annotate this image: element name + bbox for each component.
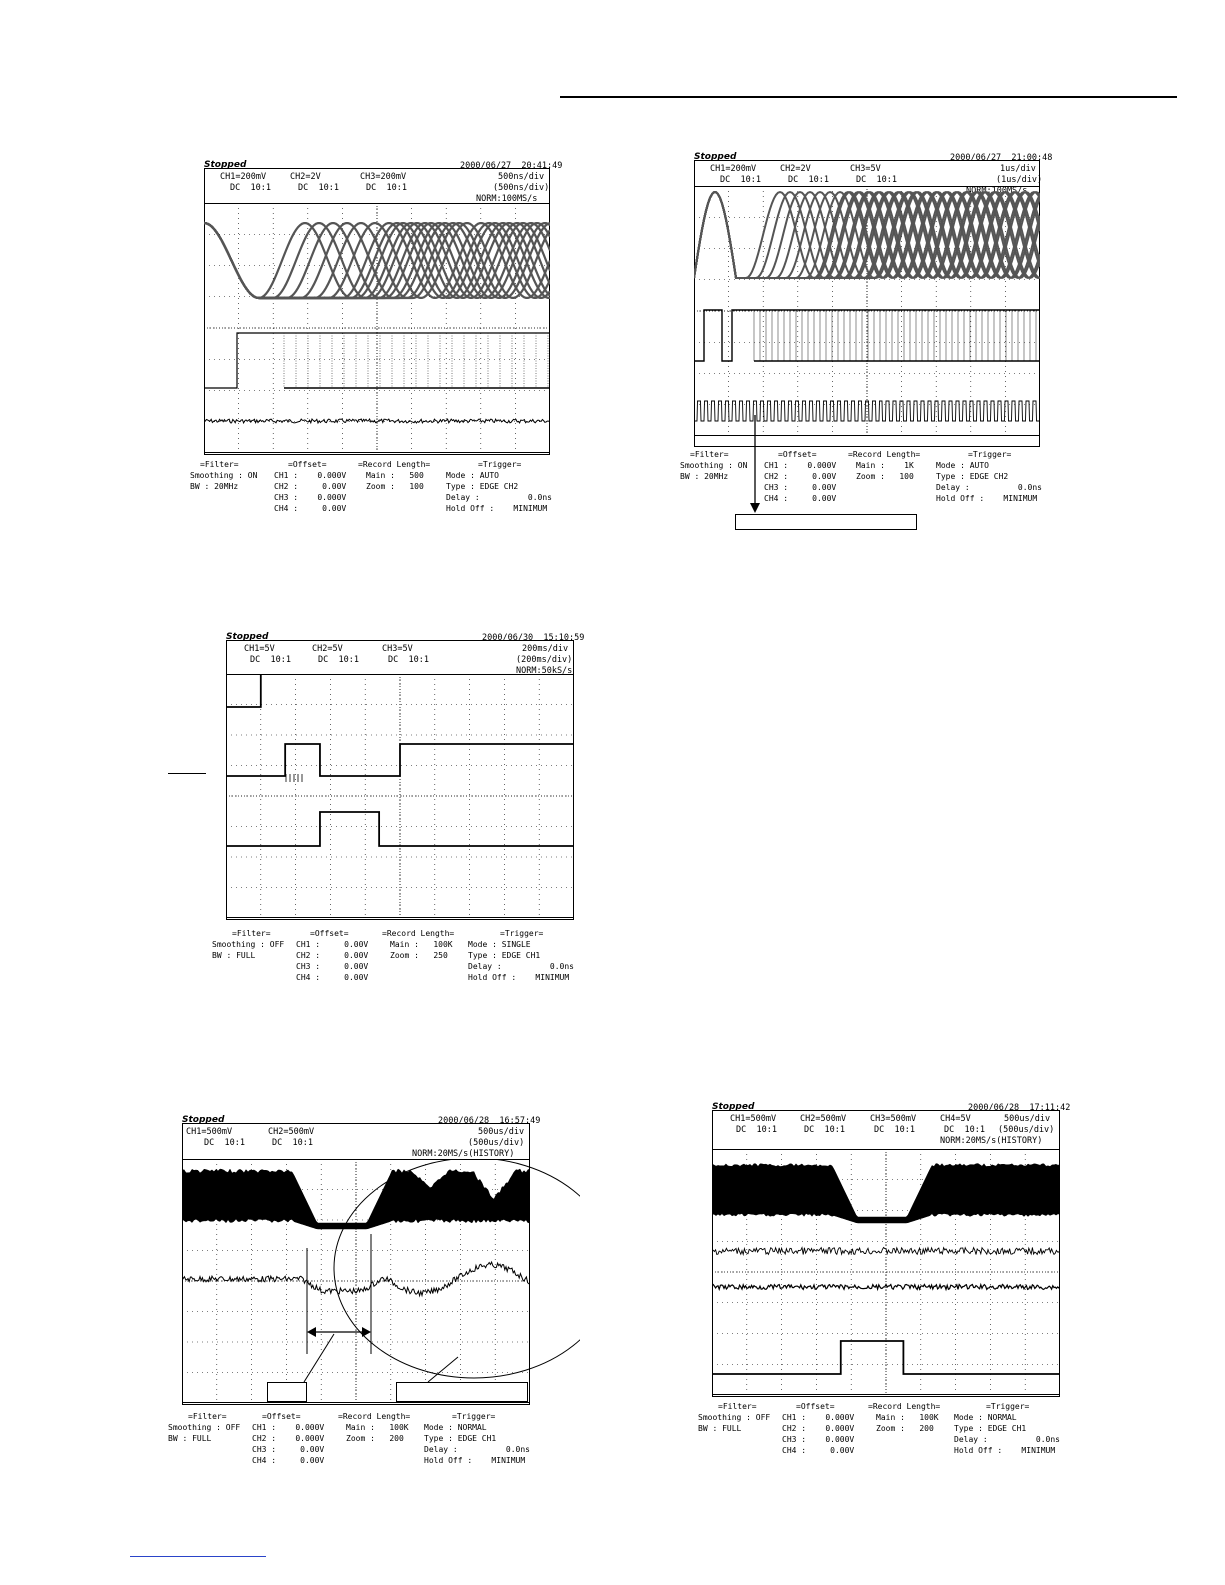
record-main: Main : 1K bbox=[856, 461, 914, 470]
ch2-trace bbox=[226, 744, 574, 776]
timebase: 1us/div bbox=[1000, 164, 1036, 174]
filter-title: =Filter= bbox=[200, 460, 239, 469]
filter-title: =Filter= bbox=[232, 929, 271, 938]
ch3-coupling: DC 10:1 bbox=[366, 183, 407, 193]
bandwidth-value: BW : 20MHz bbox=[680, 472, 729, 481]
ch2-scale: CH2=2V bbox=[780, 164, 811, 174]
trigger-mode: Mode : AUTO bbox=[936, 461, 989, 470]
trigger-holdoff: Hold Off : MINIMUM bbox=[936, 494, 1038, 503]
scope-capture-c bbox=[210, 630, 585, 990]
scope-capture-e bbox=[696, 1100, 1071, 1460]
offset-ch3: CH3 : 0.000V bbox=[274, 493, 347, 502]
filter-title: =Filter= bbox=[690, 450, 729, 459]
record-zoom: Zoom : 200 bbox=[876, 1424, 934, 1433]
ch3-scale: CH3=5V bbox=[382, 644, 413, 654]
ch2-coupling: DC 10:1 bbox=[788, 175, 829, 185]
ch3-scale: CH3=500mV bbox=[870, 1114, 917, 1124]
waveform-plot bbox=[204, 203, 550, 453]
sample-rate: NORM:20MS/s(HISTORY) bbox=[412, 1149, 515, 1159]
ch2-scale: CH2=500mV bbox=[800, 1114, 847, 1124]
smoothing-value: Smoothing : ON bbox=[680, 461, 748, 470]
trigger-title: =Trigger= bbox=[968, 450, 1012, 459]
timestamp: 2000/06/28 17:11:42 bbox=[968, 1103, 1071, 1113]
record-title: =Record Length= bbox=[358, 460, 431, 469]
footnote-link[interactable] bbox=[130, 1555, 266, 1557]
waveform-plot bbox=[712, 1149, 1060, 1395]
sample-rate: NORM:100MS/s bbox=[966, 186, 1028, 196]
record-title: =Record Length= bbox=[338, 1412, 411, 1421]
trigger-holdoff: Hold Off : MINIMUM bbox=[424, 1456, 526, 1465]
bandwidth-value: BW : FULL bbox=[212, 951, 256, 960]
offset-ch2: CH2 : 0.000V bbox=[252, 1434, 325, 1443]
ch3-coupling: DC 10:1 bbox=[856, 175, 897, 185]
offset-ch2: CH2 : 0.00V bbox=[274, 482, 347, 491]
scope-capture-b bbox=[678, 150, 1053, 510]
callout-box-right bbox=[396, 1382, 528, 1402]
trigger-delay: Delay : 0.0ns bbox=[446, 493, 552, 502]
record-zoom: Zoom : 100 bbox=[856, 472, 914, 481]
offset-ch4: CH4 : 0.00V bbox=[764, 494, 837, 503]
smoothing-value: Smoothing : OFF bbox=[212, 940, 285, 949]
ch4-coupling: DC 10:1 bbox=[944, 1125, 985, 1135]
offset-ch1: CH1 : 0.000V bbox=[764, 461, 837, 470]
ch2-coupling: DC 10:1 bbox=[804, 1125, 845, 1135]
offset-ch3: CH3 : 0.000V bbox=[782, 1435, 855, 1444]
bandwidth-value: BW : 20MHz bbox=[190, 482, 239, 491]
offset-title: =Offset= bbox=[288, 460, 327, 469]
bandwidth-value: BW : FULL bbox=[168, 1434, 212, 1443]
status-label: Stopped bbox=[204, 160, 247, 170]
zoom-timebase: (500us/div) bbox=[468, 1138, 525, 1148]
trigger-title: =Trigger= bbox=[986, 1402, 1030, 1411]
status-label: Stopped bbox=[182, 1115, 225, 1125]
offset-title: =Offset= bbox=[796, 1402, 835, 1411]
bandwidth-value: BW : FULL bbox=[698, 1424, 742, 1433]
offset-ch3: CH3 : 0.00V bbox=[252, 1445, 325, 1454]
ch1-coupling: DC 10:1 bbox=[204, 1138, 245, 1148]
trigger-delay: Delay : 0.0ns bbox=[954, 1435, 1060, 1444]
leader-line bbox=[168, 773, 206, 774]
trigger-title: =Trigger= bbox=[500, 929, 544, 938]
trigger-title: =Trigger= bbox=[478, 460, 522, 469]
trigger-delay: Delay : 0.0ns bbox=[424, 1445, 530, 1454]
trigger-type: Type : EDGE CH2 bbox=[446, 482, 519, 491]
sample-rate: NORM:50kS/s bbox=[516, 666, 573, 676]
waveform-plot bbox=[694, 186, 1040, 436]
trigger-mode: Mode : SINGLE bbox=[468, 940, 531, 949]
smoothing-value: Smoothing : ON bbox=[190, 471, 258, 480]
offset-ch1: CH1 : 0.000V bbox=[782, 1413, 855, 1422]
timebase: 500us/div bbox=[1004, 1114, 1051, 1124]
ch1-coupling: DC 10:1 bbox=[250, 655, 291, 665]
ch2-coupling: DC 10:1 bbox=[298, 183, 339, 193]
trigger-delay: Delay : 0.0ns bbox=[936, 483, 1042, 492]
ch1-coupling: DC 10:1 bbox=[736, 1125, 777, 1135]
filter-title: =Filter= bbox=[718, 1402, 757, 1411]
top-rule bbox=[560, 96, 1177, 98]
offset-title: =Offset= bbox=[310, 929, 349, 938]
timebase: 500ns/div bbox=[498, 172, 545, 182]
ch3-scale: CH3=5V bbox=[850, 164, 881, 174]
ch1-scale: CH1=200mV bbox=[710, 164, 757, 174]
ch3-coupling: DC 10:1 bbox=[874, 1125, 915, 1135]
trigger-type: Type : EDGE CH1 bbox=[468, 951, 541, 960]
offset-ch1: CH1 : 0.00V bbox=[296, 940, 369, 949]
zoom-timebase: (500us/div) bbox=[998, 1125, 1055, 1135]
offset-ch3: CH3 : 0.00V bbox=[764, 483, 837, 492]
offset-ch4: CH4 : 0.00V bbox=[274, 504, 347, 513]
callout-box-left bbox=[267, 1382, 307, 1402]
offset-title: =Offset= bbox=[262, 1412, 301, 1421]
timestamp: 2000/06/27 20:41:49 bbox=[460, 161, 563, 171]
smoothing-value: Smoothing : OFF bbox=[168, 1423, 241, 1432]
record-title: =Record Length= bbox=[848, 450, 921, 459]
record-main: Main : 500 bbox=[366, 471, 424, 480]
callout-arrow bbox=[745, 415, 765, 515]
trigger-title: =Trigger= bbox=[452, 1412, 496, 1421]
trigger-holdoff: Hold Off : MINIMUM bbox=[468, 973, 570, 982]
record-zoom: Zoom : 250 bbox=[390, 951, 448, 960]
ch1-scale: CH1=200mV bbox=[220, 172, 267, 182]
offset-ch2: CH2 : 0.00V bbox=[296, 951, 369, 960]
record-title: =Record Length= bbox=[868, 1402, 941, 1411]
offset-ch4: CH4 : 0.00V bbox=[296, 973, 369, 982]
record-title: =Record Length= bbox=[382, 929, 455, 938]
record-zoom: Zoom : 200 bbox=[346, 1434, 404, 1443]
zoom-timebase: (500ns/div) bbox=[493, 183, 550, 193]
trigger-delay: Delay : 0.0ns bbox=[468, 962, 574, 971]
timestamp: 2000/06/30 15:10:59 bbox=[482, 633, 585, 643]
offset-title: =Offset= bbox=[778, 450, 817, 459]
timestamp: 2000/06/28 16:57:49 bbox=[438, 1116, 541, 1126]
zoom-timebase: (200ms/div) bbox=[516, 655, 573, 665]
record-main: Main : 100K bbox=[876, 1413, 939, 1422]
filter-title: =Filter= bbox=[188, 1412, 227, 1421]
trigger-type: Type : EDGE CH1 bbox=[954, 1424, 1027, 1433]
ch3-scale: CH3=200mV bbox=[360, 172, 407, 182]
ch1-scale: CH1=5V bbox=[244, 644, 275, 654]
offset-ch2: CH2 : 0.000V bbox=[782, 1424, 855, 1433]
trigger-type: Type : EDGE CH2 bbox=[936, 472, 1009, 481]
ch2-coupling: DC 10:1 bbox=[272, 1138, 313, 1148]
scope-capture-a bbox=[188, 158, 563, 518]
ch2-coupling: DC 10:1 bbox=[318, 655, 359, 665]
ch2-scale: CH2=5V bbox=[312, 644, 343, 654]
ch2-scale: CH2=500mV bbox=[268, 1127, 315, 1137]
offset-ch4: CH4 : 0.00V bbox=[782, 1446, 855, 1455]
timebase: 200ms/div bbox=[522, 644, 569, 654]
ch4-scale: CH4=5V bbox=[940, 1114, 971, 1124]
offset-ch3: CH3 : 0.00V bbox=[296, 962, 369, 971]
trigger-holdoff: Hold Off : MINIMUM bbox=[954, 1446, 1056, 1455]
offset-ch1: CH1 : 0.000V bbox=[274, 471, 347, 480]
offset-ch1: CH1 : 0.000V bbox=[252, 1423, 325, 1432]
offset-ch2: CH2 : 0.00V bbox=[764, 472, 837, 481]
zoom-timebase: (1us/div) bbox=[996, 175, 1043, 185]
annotation-overlay bbox=[260, 1160, 580, 1390]
ch2-scale: CH2=2V bbox=[290, 172, 321, 182]
status-label: Stopped bbox=[712, 1102, 755, 1112]
smoothing-value: Smoothing : OFF bbox=[698, 1413, 771, 1422]
trigger-type: Type : EDGE CH1 bbox=[424, 1434, 497, 1443]
status-label: Stopped bbox=[226, 632, 269, 642]
ch1-coupling: DC 10:1 bbox=[230, 183, 271, 193]
offset-ch4: CH4 : 0.00V bbox=[252, 1456, 325, 1465]
ch1-scale: CH1=500mV bbox=[730, 1114, 777, 1124]
callout-box bbox=[735, 514, 917, 530]
status-label: Stopped bbox=[694, 152, 737, 162]
timebase: 500us/div bbox=[478, 1127, 525, 1137]
record-main: Main : 100K bbox=[390, 940, 453, 949]
trigger-mode: Mode : AUTO bbox=[446, 471, 499, 480]
ch1-scale: CH1=500mV bbox=[186, 1127, 233, 1137]
timestamp: 2000/06/27 21:00:48 bbox=[950, 153, 1053, 163]
ch1-coupling: DC 10:1 bbox=[720, 175, 761, 185]
waveform-plot bbox=[226, 674, 574, 918]
trigger-holdoff: Hold Off : MINIMUM bbox=[446, 504, 548, 513]
record-main: Main : 100K bbox=[346, 1423, 409, 1432]
record-zoom: Zoom : 100 bbox=[366, 482, 424, 491]
ch3-coupling: DC 10:1 bbox=[388, 655, 429, 665]
sample-rate: NORM:100MS/s bbox=[476, 194, 538, 204]
sample-rate: NORM:20MS/s(HISTORY) bbox=[940, 1136, 1043, 1146]
trigger-mode: Mode : NORMAL bbox=[954, 1413, 1017, 1422]
ch1-trace bbox=[226, 674, 574, 707]
trigger-mode: Mode : NORMAL bbox=[424, 1423, 487, 1432]
